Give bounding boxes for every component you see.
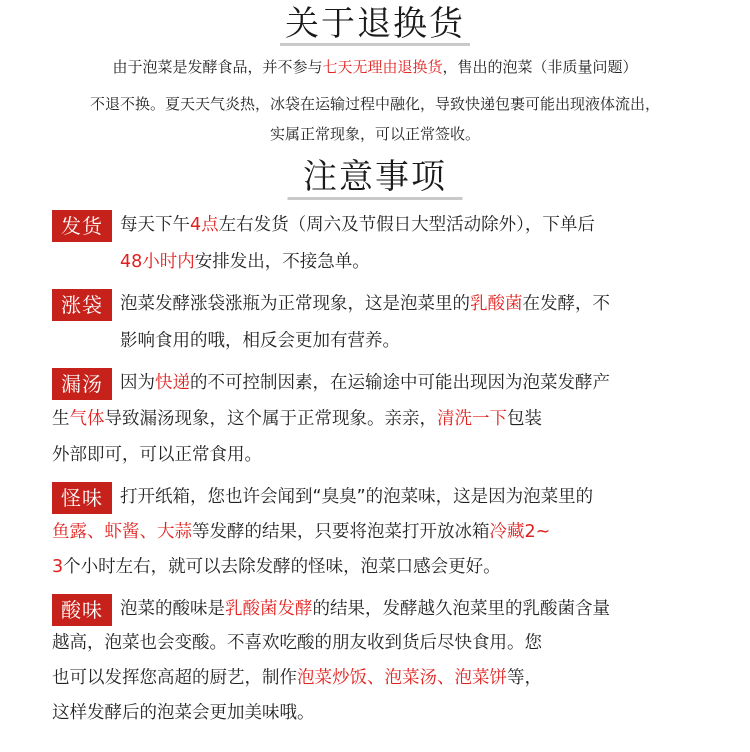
text: 导致漏汤现象，这个属于正常现象。亲亲， bbox=[104, 409, 437, 429]
intro-text: ，售出的泡菜（非质量问题） bbox=[442, 58, 638, 76]
text: 泡菜的酸味是 bbox=[120, 599, 225, 619]
returns-title bbox=[0, 4, 750, 44]
intro-highlight: 七天无理由退换货 bbox=[322, 58, 443, 76]
highlight: 泡菜炒饭、泡菜汤、泡菜饼 bbox=[297, 668, 507, 688]
swelling-badge: 涨袋 bbox=[52, 289, 112, 321]
leaking-line-3: 外部即可，可以正常食用。 bbox=[52, 445, 262, 465]
sourness-line-2: 越高，泡菜也会变酸。不喜欢吃酸的朋友收到货后尽快食用。您 bbox=[52, 633, 542, 653]
swelling-line-1 bbox=[120, 289, 610, 319]
text: 也可以发挥您高超的厨艺，制作 bbox=[52, 668, 297, 688]
notice-title bbox=[0, 156, 750, 198]
highlight: 快递 bbox=[155, 373, 190, 393]
leaking-badge: 漏汤 bbox=[52, 368, 112, 400]
text: 等发酵的结果，只要将泡菜打开放冰箱 bbox=[192, 522, 490, 542]
odor-line-2 bbox=[52, 517, 550, 547]
shipping-badge: 发货 bbox=[52, 210, 112, 242]
sourness-line-3 bbox=[52, 663, 542, 693]
highlight: 3 bbox=[52, 557, 64, 577]
intro-text: 由于泡菜是发酵食品，并不参与 bbox=[112, 58, 323, 76]
sourness-line-1 bbox=[120, 594, 610, 624]
text: 个小时左右，就可以去除发酵的怪味，泡菜口感会更好。 bbox=[63, 557, 501, 577]
text: 因为 bbox=[120, 373, 155, 393]
highlight: 乳酸菌 bbox=[470, 294, 523, 314]
shipping-line-2 bbox=[120, 247, 370, 277]
sourness-badge: 酸味 bbox=[52, 594, 112, 626]
odor-line-3 bbox=[52, 552, 501, 582]
highlight: 清洗一下 bbox=[437, 409, 507, 429]
highlight: 鱼露、虾酱、大蒜 bbox=[52, 522, 192, 542]
highlight: 48小时内 bbox=[120, 252, 195, 272]
text: 等， bbox=[507, 668, 542, 688]
text: 的结果，发酵越久泡菜里的乳酸菌含量 bbox=[312, 599, 610, 619]
intro-line-2: 不退不换。夏天天气炎热，冰袋在运输过程中融化，导致快递包裹可能出现液体流出， bbox=[89, 95, 660, 113]
text: 左右发货（周六及节假日大型活动除外），下单后 bbox=[218, 215, 595, 235]
highlight: 乳酸菌发酵 bbox=[225, 599, 313, 619]
text: 在发酵，不 bbox=[522, 294, 610, 314]
odor-line-1: 打开纸箱，您也许会闻到“臭臭”的泡菜味，这是因为泡菜里的 bbox=[120, 487, 594, 507]
leaking-line-2 bbox=[52, 404, 542, 434]
notice-title-text: 注意事项 bbox=[303, 157, 447, 197]
highlight: 4点 bbox=[190, 215, 219, 235]
highlight: 冷藏2~ bbox=[489, 522, 551, 542]
sourness-line-4: 这样发酵后的泡菜会更加美味哦。 bbox=[52, 703, 315, 723]
text: 的不可控制因素，在运输途中可能出现因为泡菜发酵产 bbox=[190, 373, 610, 393]
returns-title-text: 关于退换货 bbox=[285, 4, 465, 44]
text: 泡菜发酵涨袋涨瓶为正常现象，这是泡菜里的 bbox=[120, 294, 470, 314]
swelling-line-2: 影响食用的哦，相反会更加有营养。 bbox=[120, 331, 400, 351]
text: 生 bbox=[52, 409, 70, 429]
text: 包装 bbox=[507, 409, 542, 429]
intro-line-1 bbox=[0, 53, 750, 81]
shipping-line-1 bbox=[120, 210, 595, 240]
leaking-line-1 bbox=[120, 368, 610, 398]
intro-line-3: 实属正常现象，可以正常签收。 bbox=[269, 125, 480, 143]
odor-badge: 怪味 bbox=[52, 482, 112, 514]
text: 安排发出，不接急单。 bbox=[194, 252, 370, 272]
highlight: 气体 bbox=[69, 409, 105, 429]
text: 每天下午 bbox=[120, 215, 190, 235]
